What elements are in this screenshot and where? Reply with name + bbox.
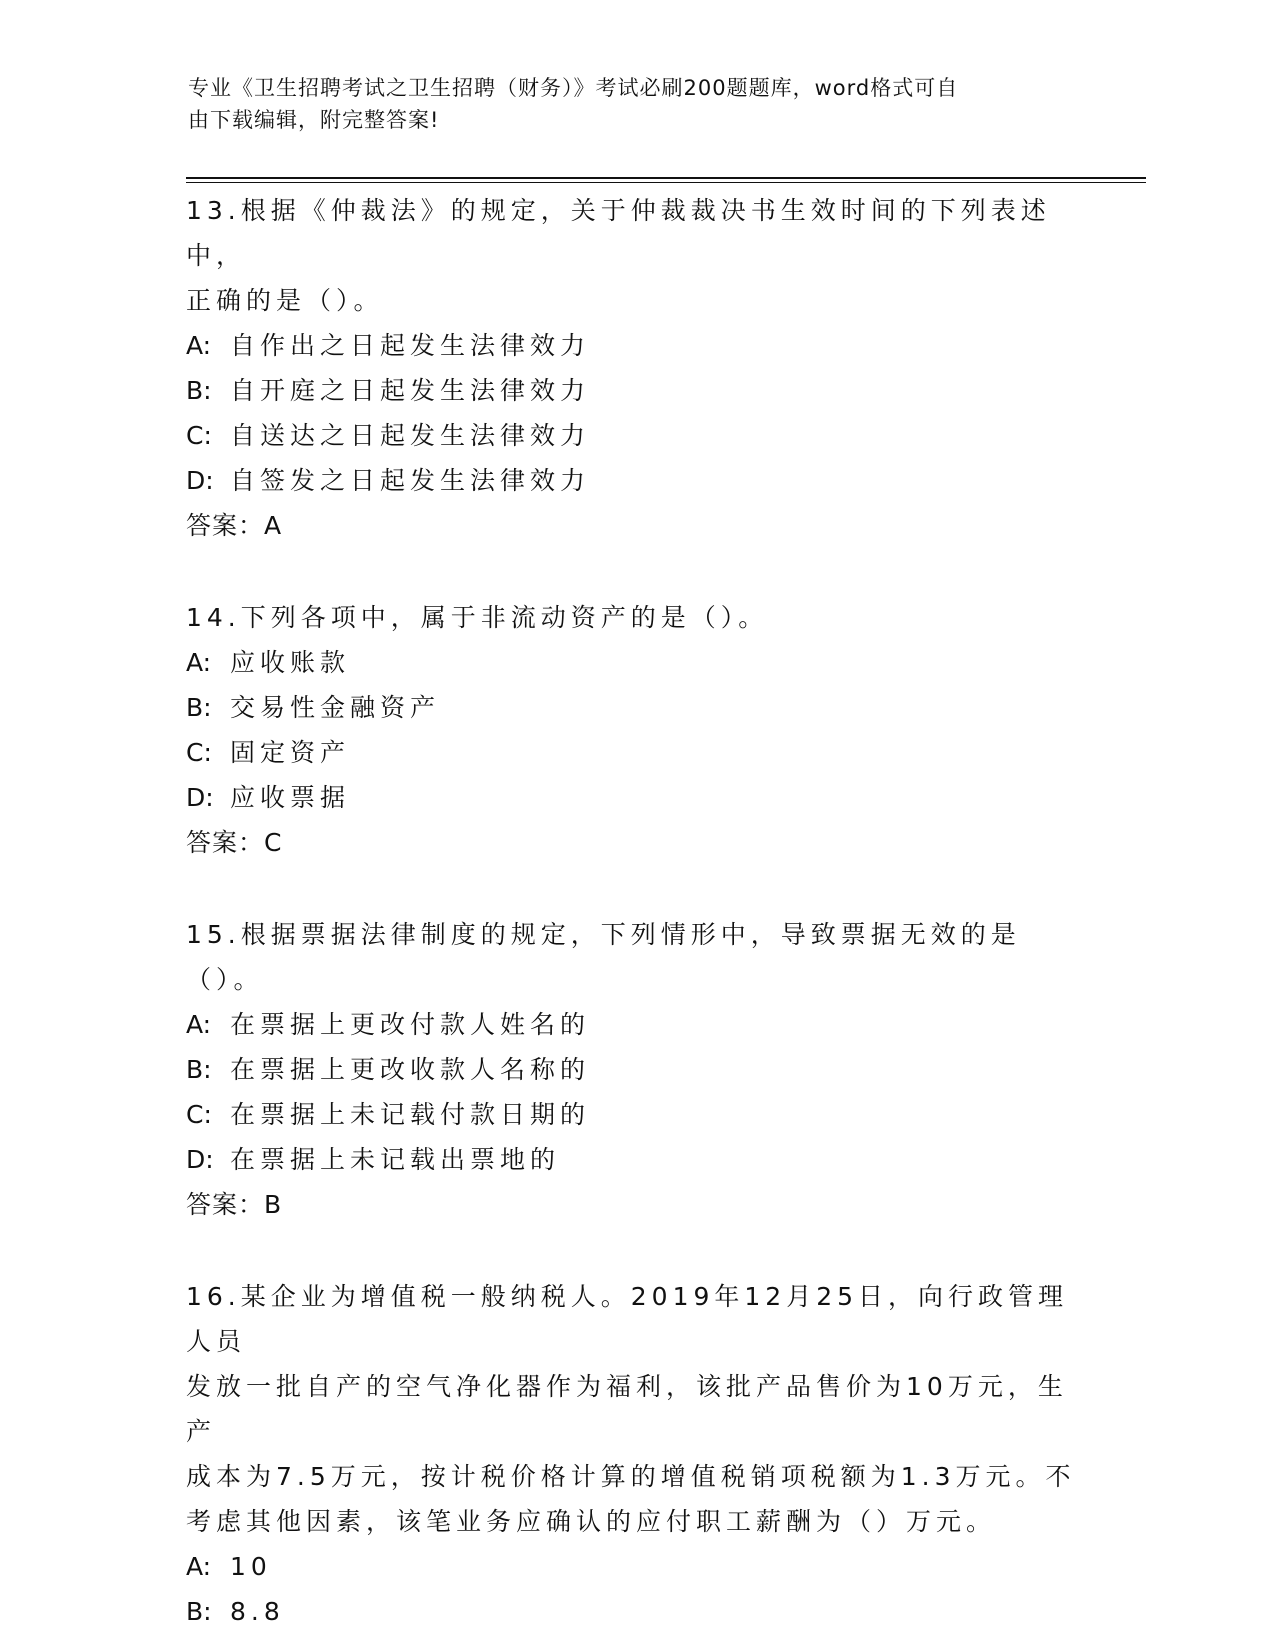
question-15 bbox=[186, 912, 1086, 1227]
option-text: 交易性金融资产 bbox=[230, 693, 441, 722]
question-13 bbox=[186, 188, 1086, 548]
header-divider bbox=[186, 177, 1146, 179]
option-text: 应收账款 bbox=[230, 648, 351, 677]
option-key: B: bbox=[186, 1055, 212, 1084]
option-c bbox=[186, 730, 1086, 775]
option-a bbox=[186, 1544, 1086, 1589]
option-text: 在票据上未记载付款日期的 bbox=[230, 1100, 591, 1129]
spacer bbox=[186, 1227, 1086, 1274]
option-text: 自开庭之日起发生法律效力 bbox=[230, 376, 591, 405]
option-key: D: bbox=[186, 466, 214, 495]
option-d bbox=[186, 458, 1086, 503]
option-text: 自送达之日起发生法律效力 bbox=[230, 421, 591, 450]
option-key: C: bbox=[186, 738, 212, 767]
option-key: C: bbox=[186, 421, 212, 450]
header-line-2: 由下载编辑，附完整答案! bbox=[188, 108, 440, 132]
question-stem: 考虑其他因素，该笔业务应确认的应付职工薪酬为（）万元。 bbox=[186, 1507, 997, 1536]
spacer bbox=[186, 548, 1086, 595]
document-header bbox=[188, 72, 1068, 136]
option-a bbox=[186, 640, 1086, 685]
option-b bbox=[186, 1047, 1086, 1092]
option-text: 在票据上更改收款人名称的 bbox=[230, 1055, 591, 1084]
question-stem: 16.某企业为增值税一般纳税人。2019年12月25日，向行政管理人员 bbox=[186, 1282, 1069, 1356]
option-text: 在票据上未记载出票地的 bbox=[230, 1145, 561, 1174]
question-16 bbox=[186, 1274, 1086, 1634]
header-divider-thin bbox=[186, 182, 1146, 183]
option-key: D: bbox=[186, 1145, 214, 1174]
answer: 答案：B bbox=[186, 1190, 283, 1219]
question-stem: 正确的是（）。 bbox=[186, 286, 384, 315]
option-text: 在票据上更改付款人姓名的 bbox=[230, 1010, 591, 1039]
option-text: 自签发之日起发生法律效力 bbox=[230, 466, 591, 495]
option-key: D: bbox=[186, 783, 214, 812]
option-b bbox=[186, 1589, 1086, 1634]
option-key: A: bbox=[186, 331, 212, 360]
option-a bbox=[186, 323, 1086, 368]
option-b bbox=[186, 368, 1086, 413]
option-b bbox=[186, 685, 1086, 730]
option-key: B: bbox=[186, 1597, 212, 1626]
question-stem: 14.下列各项中，属于非流动资产的是（）。 bbox=[186, 603, 769, 632]
option-text: 应收票据 bbox=[230, 783, 351, 812]
option-text: 8.8 bbox=[230, 1597, 285, 1626]
question-list bbox=[186, 188, 1086, 1634]
header-line-1: 专业《卫生招聘考试之卫生招聘（财务）》考试必刷200题题库，word格式可自 bbox=[188, 76, 959, 100]
option-text: 固定资产 bbox=[230, 738, 351, 767]
question-stem: 发放一批自产的空气净化器作为福利，该批产品售价为10万元，生产 bbox=[186, 1372, 1068, 1446]
question-stem: 成本为7.5万元，按计税价格计算的增值税销项税额为1.3万元。不 bbox=[186, 1462, 1076, 1491]
spacer bbox=[186, 865, 1086, 912]
option-c bbox=[186, 1092, 1086, 1137]
option-key: B: bbox=[186, 693, 212, 722]
option-text: 10 bbox=[230, 1552, 272, 1581]
option-d bbox=[186, 775, 1086, 820]
option-key: A: bbox=[186, 648, 212, 677]
option-key: B: bbox=[186, 376, 212, 405]
answer: 答案：A bbox=[186, 511, 283, 540]
option-a bbox=[186, 1002, 1086, 1047]
option-key: A: bbox=[186, 1010, 212, 1039]
answer: 答案：C bbox=[186, 828, 283, 857]
option-text: 自作出之日起发生法律效力 bbox=[230, 331, 591, 360]
option-d bbox=[186, 1137, 1086, 1182]
question-stem: 15.根据票据法律制度的规定，下列情形中，导致票据无效的是（）。 bbox=[186, 920, 1021, 994]
option-c bbox=[186, 413, 1086, 458]
option-key: C: bbox=[186, 1100, 212, 1129]
question-stem: 13.根据《仲裁法》的规定，关于仲裁裁决书生效时间的下列表述中， bbox=[186, 196, 1051, 270]
option-key: A: bbox=[186, 1552, 212, 1581]
question-14 bbox=[186, 595, 1086, 865]
